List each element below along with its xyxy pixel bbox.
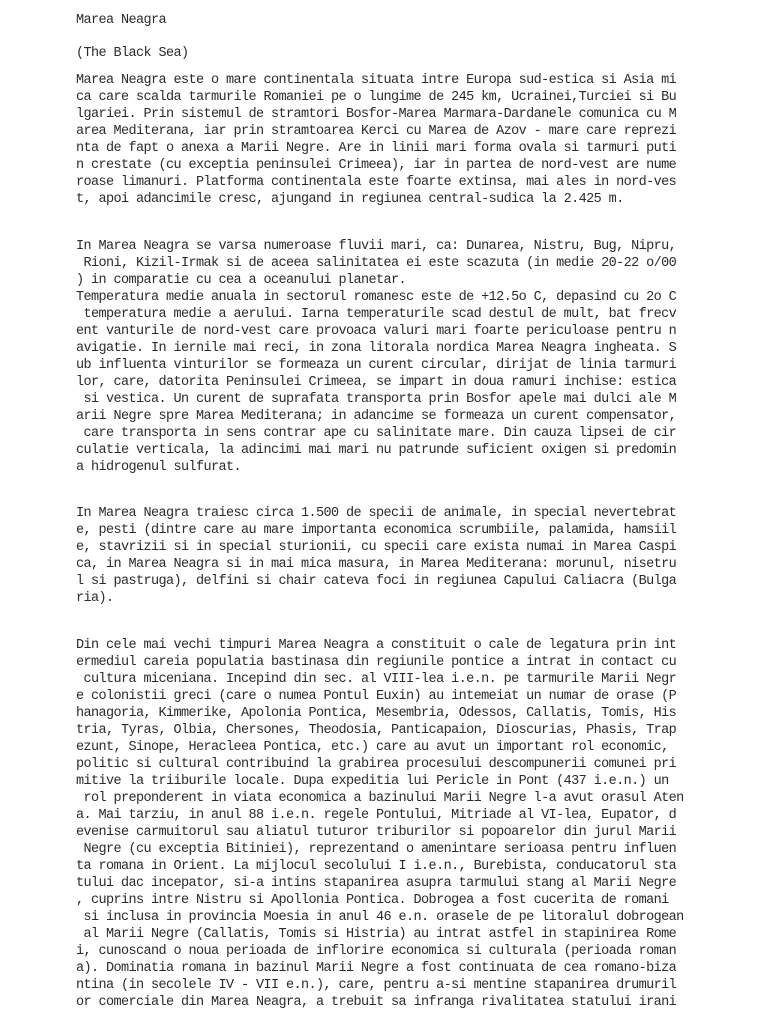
text-line: or comerciale din Marea Neagra, a trebuit sa infranga rivalitatea statului irani — [76, 995, 677, 1010]
text-line: , cuprins intre Nistru si Apollonia Pontica. Dobrogea a fost cucerita de romani — [76, 893, 669, 908]
text-line: ntina (in secolele IV - VII e.n.), care, pentru a-si mentine stapanirea drumuril — [76, 978, 677, 993]
text-line: culatie verticala, la adincimi mai mari nu patrunde suficient oxigen si predomin — [76, 443, 677, 458]
text-line: n crestate (cu exceptia peninsulei Crimeea), iar in partea de nord-vest are nume — [76, 158, 677, 173]
text-line: si vestica. Un curent de suprafata transporta prin Bosfor apele mai dulci ale M — [76, 392, 677, 407]
text-line: Temperatura medie anuala in sectorul romanesc este de +12.5o C, depasind cu 2o C — [76, 290, 677, 305]
text-line: evenise carmuitorul sau aliatul tuturor triburilor si popoarelor din jurul Marii — [76, 825, 677, 840]
text-line: avigatie. In iernile mai reci, in zona litorala nordica Marea Neagra ingheata. S — [76, 341, 677, 356]
text-line: roase limanuri. Platforma continentala este foarte extinsa, mai ales in nord-ves — [76, 175, 677, 190]
text-line: a). Dominatia romana in bazinul Marii Negre a fost continuata de cea romano-biza — [76, 961, 677, 976]
text-line: al Marii Negre (Callatis, Tomis si Histria) au intrat astfel in stapinirea Rome — [76, 927, 677, 942]
text-line: ub influenta vinturilor se formeaza un curent circular, dirijat de linia tarmuri — [76, 358, 677, 373]
text-line: ermediul careia populatia bastinasa din regiunile pontice a intrat in contact cu — [76, 655, 677, 670]
text-line: e, pesti (dintre care au mare importanta economica scrumbiile, palamida, hamsiil — [76, 523, 677, 538]
text-line: hanagoria, Kimmerike, Apolonia Pontica, Mesembria, Odessos, Callatis, Tomis, His — [76, 706, 677, 721]
text-line: t, apoi adancimile cresc, ajungand in regiunea central-sudica la 2.425 m. — [76, 192, 624, 207]
text-line: tului dac incepator, si-a intins stapanirea asupra tarmului stang al Marii Negre — [76, 876, 677, 891]
text-line: area Mediterana, iar prin stramtoarea Kerci cu Marea de Azov - mare care reprezi — [76, 124, 677, 139]
text-line: care transporta in sens contrar ape cu salinitate mare. Din cauza lipsei de cir — [76, 426, 677, 441]
text-line: ) in comparatie cu cea a oceanului planetar. — [76, 273, 407, 288]
document-title: Marea Neagra — [76, 13, 167, 28]
text-line: Din cele mai vechi timpuri Marea Neagra a constituit o cale de legatura prin int — [76, 638, 677, 653]
text-line: ent vanturile de nord-vest care provoaca valuri mari foarte periculoase pentru n — [76, 324, 677, 339]
text-line: l si pastruga), delfini si chair cateva foci in regiunea Capului Caliacra (Bulga — [76, 574, 677, 589]
text-line: In Marea Neagra se varsa numeroase fluvii mari, ca: Dunarea, Nistru, Bug, Nipru, — [76, 239, 677, 254]
text-line: a. Mai tarziu, in anul 88 i.e.n. regele Pontului, Mitriade al VI-lea, Eupator, d — [76, 808, 677, 823]
text-line: mitive la triiburile locale. Dupa expeditia lui Pericle in Pont (437 i.e.n.) un — [76, 774, 669, 789]
text-line: arii Negre spre Marea Mediterana; in adancime se formeaza un curent compensator, — [76, 409, 677, 424]
text-line: nta de fapt o anexa a Marii Negre. Are in linii mari forma ovala si tarmuri puti — [76, 141, 677, 156]
text-line: ria). — [76, 591, 114, 606]
text-line: cultura miceniana. Incepind din sec. al VIII-lea i.e.n. pe tarmurile Marii Negr — [76, 672, 677, 687]
text-line: politic si cultural contribuind la grabirea procesului descompunerii comunei pri — [76, 757, 677, 772]
text-line: i, cunoscand o noua perioada de inflorire economica si culturala (perioada roman — [76, 944, 677, 959]
text-line: Rioni, Kizil-Irmak si de aceea salinitatea ei este scazuta (in medie 20-22 o/00 — [76, 256, 677, 271]
text-line: si inclusa in provincia Moesia in anul 46 e.n. orasele de pe litoralul dobrogean — [76, 910, 684, 925]
text-line: lgariei. Prin sistemul de stramtori Bosfor-Marea Marmara-Dardanele comunica cu M — [76, 107, 677, 122]
text-line: rol preponderent in viata economica a bazinului Marii Negre l-a avut orasul Aten — [76, 791, 684, 806]
text-line: temperatura medie a aerului. Iarna temperaturile scad destul de mult, bat frecv — [76, 307, 677, 322]
text-line: In Marea Neagra traiesc circa 1.500 de specii de animale, in special nevertebrat — [76, 506, 677, 521]
text-line: ta romana in Orient. La mijlocul secolului I i.e.n., Burebista, conducatorul sta — [76, 859, 677, 874]
text-line: a hidrogenul sulfurat. — [76, 460, 242, 475]
text-line: e, stavrizii si in special sturionii, cu specii care exista numai in Marea Caspi — [76, 540, 677, 555]
text-line: ca care scalda tarmurile Romaniei pe o lungime de 245 km, Ucrainei,Turciei si Bu — [76, 90, 677, 105]
text-line: ca, in Marea Neagra si in mai mica masura, in Marea Mediterana: morunul, nisetru — [76, 557, 677, 572]
document-subtitle: (The Black Sea) — [76, 46, 189, 61]
text-line: Marea Neagra este o mare continentala situata intre Europa sud-estica si Asia mi — [76, 73, 677, 88]
text-line: Negre (cu exceptia Bitiniei), reprezentand o amenintare serioasa pentru influen — [76, 842, 677, 857]
text-line: tria, Tyras, Olbia, Chersones, Theodosia, Panticapaion, Dioscurias, Phasis, Trap — [76, 723, 677, 738]
text-line: e colonistii greci (care o numea Pontul Euxin) au intemeiat un numar de orase (P — [76, 689, 677, 704]
text-line: lor, care, datorita Peninsulei Crimeea, se impart in doua ramuri inchise: estica — [76, 375, 677, 390]
text-line: ezunt, Sinope, Heracleea Pontica, etc.) care au avut un important rol economic, — [76, 740, 677, 755]
